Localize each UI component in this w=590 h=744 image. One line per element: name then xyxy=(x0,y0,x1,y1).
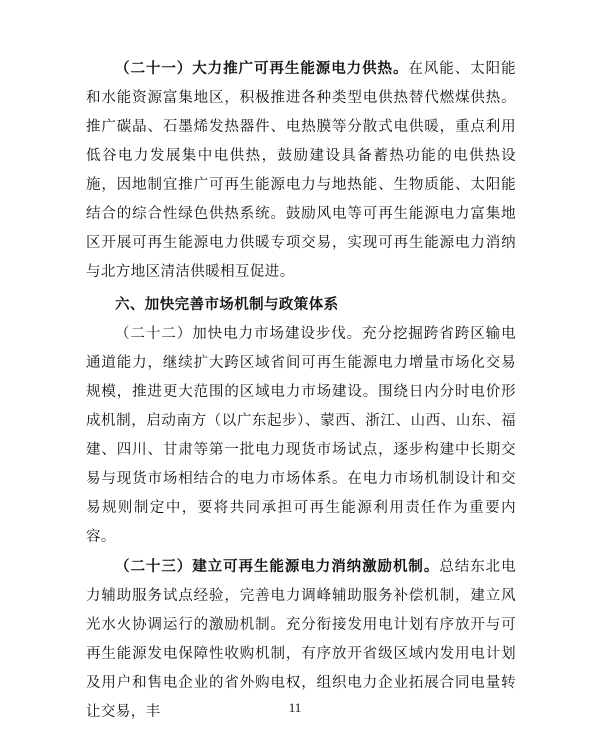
page-number: 11 xyxy=(288,700,302,715)
paragraph-21-body: 在风能、太阳能和水能资源富集地区，积极推进各种类型电供热替代燃煤供热。推广碳晶、石墨烯发热器件、电热膜等分散式电供暖，重点利用低谷电力发展集中电供热，鼓励建设具备蓄热功能的电供热设施，因地制宜推广可再生能源电力与地热能、生物质能、太阳能结合的综合性绿色供热系统。鼓励风电等可再生能源电力富集地区开展可再生能源电力供暖专项交易，实现可再生能源电力消纳与北方地区清洁供暖相互促进。 xyxy=(86,61,516,280)
document-page xyxy=(86,54,516,727)
paragraph-23-body: 总结东北电力辅助服务试点经验，完善电力调峰辅助服务补偿机制，建立风光水火协调运行的激励机制。充分衔接发用电计划有序放开与可再生能源发电保障性收购机制，有序放开省级区域内发用电计划及用户和售电企业的省外购电权，组织电力企业拓展合同电量转让交易，丰 xyxy=(86,559,517,720)
paragraph-21-lead: （二十一）大力推广可再生能源电力供热。 xyxy=(115,60,409,77)
paragraph-23-lead: （二十三）建立可再生能源电力消纳激励机制。 xyxy=(115,558,440,575)
paragraph-22-body: 加快电力市场建设步伐。充分挖掘跨省跨区输电通道能力，继续扩大跨区域省间可再生能源电力增量市场化交易规模，推进更大范围的区域电力市场建设。围绕日内分时电价形成机制，启动南方（以广东起步）、蒙西、浙江、山西、山东、福建、四川、甘肃等第一批电力现货市场试点，逐步构建中长期交易与现货市场相结合的电力市场体系。在电力市场机制设计和交易规则制定中，要将共同承担可再生能源利用责任作为重要内容。 xyxy=(86,326,516,545)
section-heading-6: 六、加快完善市场机制与政策体系 xyxy=(115,297,339,313)
paragraph-21 xyxy=(86,54,516,287)
paragraph-22 xyxy=(86,320,516,552)
paragraph-22-lead: （二十二） xyxy=(115,326,193,342)
